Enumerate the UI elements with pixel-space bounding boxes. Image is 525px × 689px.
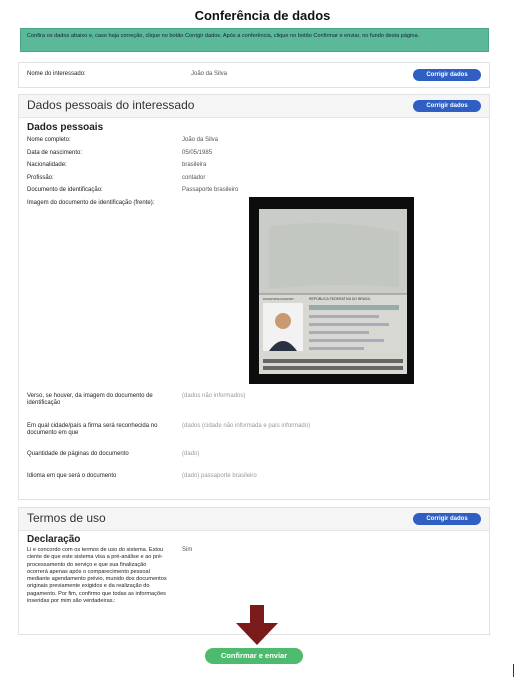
interessado-value: João da Silva — [191, 71, 228, 77]
field-value: (dados não informados) — [182, 393, 246, 399]
corrigir-dados-pessoais-button[interactable]: Corrigir dados — [413, 100, 481, 112]
info-banner — [20, 28, 489, 52]
field-value: brasileira — [182, 162, 207, 168]
field-value: João da Silva — [182, 137, 219, 143]
down-arrow-icon — [236, 605, 278, 645]
field-label: Em qual cidade/país a firma será reconhecida no documento em que — [27, 423, 158, 436]
passport-photo-graphic — [249, 197, 414, 384]
field-label: Quantidade de páginas do documento — [27, 451, 129, 457]
declaration-text: Li e concordo com os termos de uso do sistema. Estou ciente de que este sistema visa a pré-análise e ao pré-processamento do serviço e que sua finalização ocorrerá apenas após o comparecimento pessoal mediante agendamento prévio, munido dos documentos originais previamente exigidos e da realização do pagamento. Por fim, confirmo que todas as informações inseridas por mim são verdadeiras.: — [27, 547, 167, 605]
field-label: Idioma em que será o documento — [27, 473, 117, 479]
text-cursor — [513, 664, 514, 677]
passport-header-text: REPÚBLICA FEDERATIVA DO BRASIL — [309, 297, 371, 301]
field-value: (dado) passaporte brasileiro — [182, 473, 257, 479]
interessado-label: Nome do interessado: — [27, 71, 86, 77]
passport-image — [249, 197, 414, 384]
info-banner-text: Confira os dados abaixo e, caso haja correção, clique no botão Corrigir dados. Após a conferência, clique no botão Confirmar e enviar, no fundo desta página. — [27, 33, 420, 39]
declaration-answer: Sim — [182, 547, 193, 553]
field-value: Passaporte brasileiro — [182, 187, 239, 193]
termos-header — [19, 508, 489, 531]
field-label: Documento de identificação: — [27, 187, 103, 193]
dados-pessoais-header — [19, 95, 489, 118]
termos-heading: Termos de uso — [27, 511, 106, 525]
field-label: Profissão: — [27, 175, 54, 181]
field-value: 05/05/1985 — [182, 150, 213, 156]
field-label: Data de nascimento: — [27, 150, 83, 156]
dados-pessoais-heading: Dados pessoais do interessado — [27, 98, 195, 112]
interessado-card — [18, 62, 490, 88]
field-label: Nome completo: — [27, 137, 71, 143]
field-value: contador — [182, 175, 206, 181]
corrigir-termos-button[interactable]: Corrigir dados — [413, 513, 481, 525]
page-title: Conferência de dados — [194, 8, 331, 23]
passport-sub-text: PASSAPORTE PASSPORT — [263, 298, 294, 301]
field-label: Verso, se houver, da imagem do documento de identificação — [27, 393, 153, 406]
field-value: (dado) — [182, 451, 200, 457]
declaracao-subheading: Declaração — [27, 534, 81, 545]
dados-pessoais-card — [18, 94, 490, 500]
field-label: Nacionalidade: — [27, 162, 67, 168]
field-value: (dados (cidade não informada e país informado) — [182, 423, 311, 429]
dados-pessoais-subheading: Dados pessoais — [27, 122, 104, 133]
corrigir-interessado-button[interactable]: Corrigir dados — [413, 69, 481, 81]
confirmar-enviar-button[interactable]: Confirmar e enviar — [205, 648, 303, 664]
field-label: Imagem do documento de identificação (frente): — [27, 200, 155, 206]
